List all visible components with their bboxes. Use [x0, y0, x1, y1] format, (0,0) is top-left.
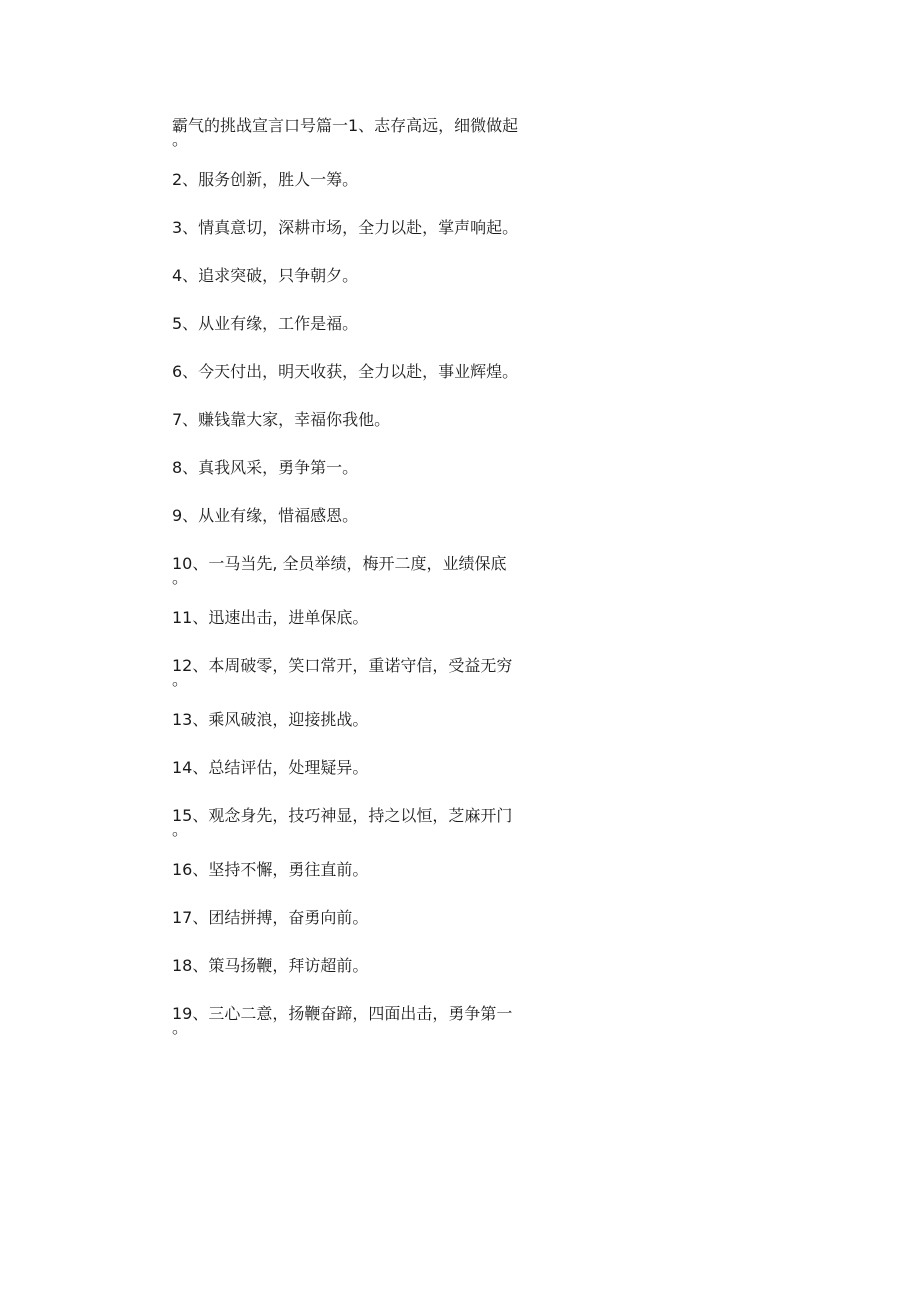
list-item	[172, 406, 562, 434]
item-continuation: 。	[172, 1018, 189, 1037]
item-continuation: 。	[172, 820, 189, 839]
item-text: 4、追求突破，只争朝夕。	[172, 266, 359, 285]
item-text: 11、迅速出击，进单保底。	[172, 608, 369, 627]
list-item	[172, 952, 562, 980]
item-text: 15、观念身先，技巧神显，持之以恒，芝麻开门	[172, 806, 513, 825]
list-item	[172, 214, 562, 242]
item-text: 2、服务创新，胜人一筹。	[172, 170, 359, 189]
list-item	[172, 856, 562, 884]
item-text: 6、今天付出，明天收获，全力以赴，事业辉煌。	[172, 362, 519, 381]
list-item	[172, 706, 562, 734]
list-item	[172, 310, 562, 338]
list-item	[172, 802, 562, 839]
list-item	[172, 604, 562, 632]
list-item	[172, 550, 562, 587]
list-item	[172, 904, 562, 932]
list-item	[172, 502, 562, 530]
item-text: 10、一马当先, 全员举绩，梅开二度，业绩保底	[172, 554, 507, 573]
item-text: 18、策马扬鞭，拜访超前。	[172, 956, 369, 975]
item-text: 8、真我风采，勇争第一。	[172, 458, 359, 477]
list-item	[172, 166, 562, 194]
item-text: 5、从业有缘，工作是福。	[172, 314, 359, 333]
list-item	[172, 358, 562, 386]
item-text: 7、赚钱靠大家，幸福你我他。	[172, 410, 391, 429]
item-text: 16、坚持不懈，勇往直前。	[172, 860, 369, 879]
list-item	[172, 112, 562, 149]
list-item	[172, 754, 562, 782]
item-text: 17、团结拼搏，奋勇向前。	[172, 908, 369, 927]
list-item	[172, 1000, 562, 1037]
item-text: 霸气的挑战宣言口号篇一1、志存高远，细微做起	[172, 116, 519, 135]
item-text: 9、从业有缘，惜福感恩。	[172, 506, 359, 525]
item-continuation: 。	[172, 568, 189, 587]
document-body	[172, 112, 562, 1054]
item-text: 13、乘风破浪，迎接挑战。	[172, 710, 369, 729]
item-text: 19、三心二意，扬鞭奋蹄，四面出击，勇争第一	[172, 1004, 513, 1023]
item-text: 3、情真意切，深耕市场，全力以赴，掌声响起。	[172, 218, 519, 237]
item-text: 12、本周破零，笑口常开，重诺守信，受益无穷	[172, 656, 513, 675]
item-continuation: 。	[172, 670, 189, 689]
list-item	[172, 652, 562, 689]
item-continuation: 。	[172, 130, 189, 149]
item-text: 14、总结评估，处理疑异。	[172, 758, 369, 777]
list-item	[172, 454, 562, 482]
list-item	[172, 262, 562, 290]
